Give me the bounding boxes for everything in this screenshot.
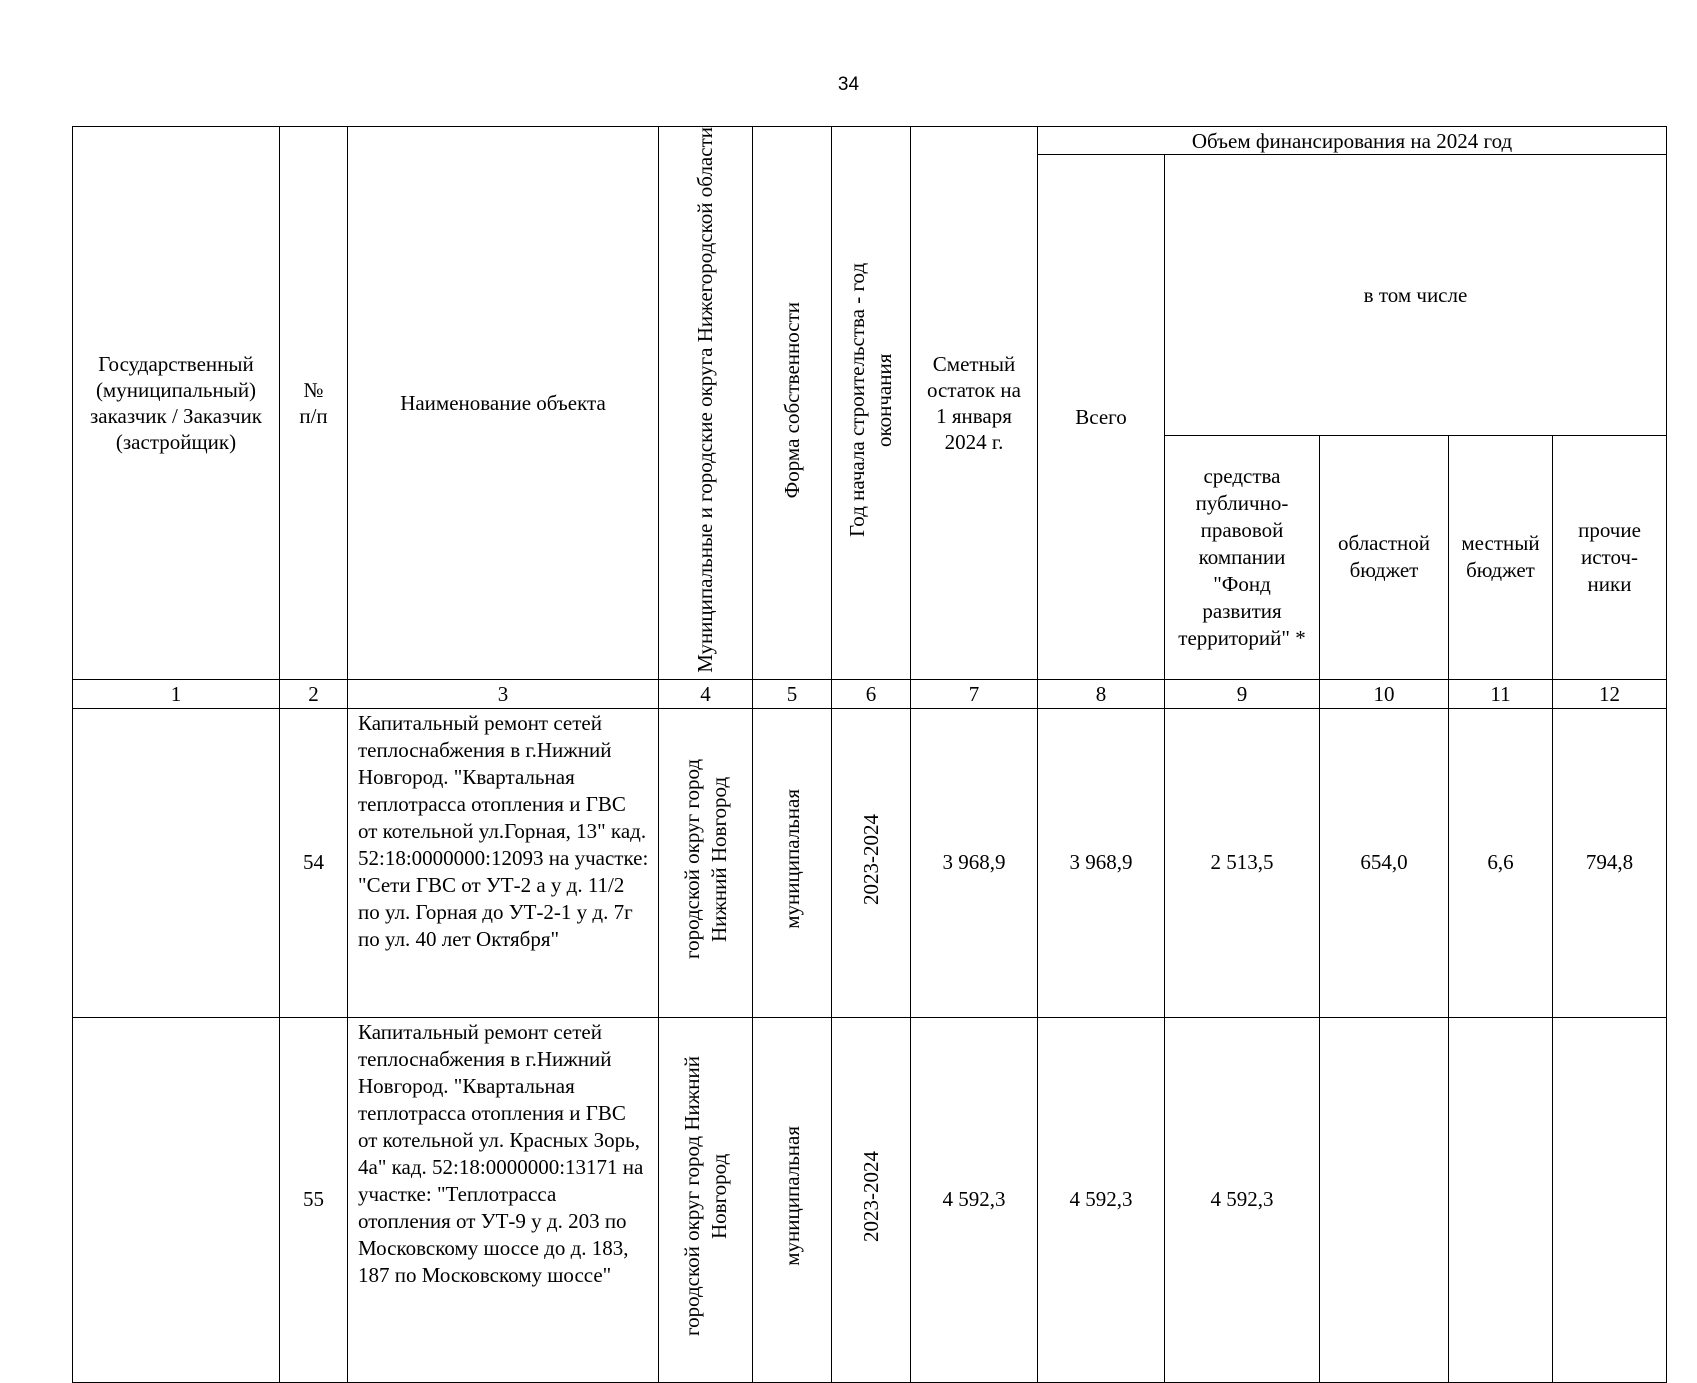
municipality-text: городской округ город Нижний Новгород bbox=[679, 1056, 731, 1337]
cell-ownership bbox=[753, 708, 832, 1017]
cell-municipality bbox=[659, 708, 753, 1017]
financing-table bbox=[72, 126, 1667, 1383]
header-estimate-balance: Сметный остаток на 1 января 2024 г. bbox=[911, 127, 1038, 680]
cell-number: 54 bbox=[280, 708, 348, 1017]
header-years-text: Год начала строительства - год окончания bbox=[845, 262, 896, 537]
cell-fund: 4 592,3 bbox=[1165, 1017, 1320, 1382]
header-total: Всего bbox=[1038, 155, 1165, 680]
header-ownership-text: Форма собственности bbox=[779, 301, 804, 499]
column-number: 2 bbox=[280, 679, 348, 708]
column-number: 3 bbox=[348, 679, 659, 708]
header-fund: средства публично-правовой компании "Фонд развития территорий" * bbox=[1165, 435, 1320, 679]
header-number: № п/п bbox=[280, 127, 348, 680]
cell-total: 4 592,3 bbox=[1038, 1017, 1165, 1382]
header-including-group: в том числе bbox=[1165, 155, 1667, 436]
column-numbers-row bbox=[73, 679, 1667, 708]
header-municipality-text: Муниципальные и городские округа Нижегородской области bbox=[693, 127, 717, 673]
header-regional: областной бюджет bbox=[1320, 435, 1449, 679]
header-customer: Государственный (муниципальный) заказчик / Заказчик (застройщик) bbox=[73, 127, 280, 680]
column-number: 6 bbox=[832, 679, 911, 708]
ownership-text: муниципальная bbox=[779, 1126, 804, 1267]
object-name-text: Капитальный ремонт сетей теплоснабжения в г.Нижний Новгород. "Квартальная теплотрасса отопления и ГВС от котельной ул.Горная, 13" кад. 52:18:0000000:12093 на участке: "Сети ГВС от УТ-2 а у д. 11/2 по ул. Горная до УТ-2-1 у д. 7г по ул. 40 лет Октября" bbox=[358, 710, 649, 951]
cell-number: 55 bbox=[280, 1017, 348, 1382]
column-number: 8 bbox=[1038, 679, 1165, 708]
object-name-text: Капитальный ремонт сетей теплоснабжения в г.Нижний Новгород. "Квартальная теплотрасса отопления и ГВС от котельной ул. Красных Зорь, 4а" кад. 52:18:0000000:13171 на участке: "Теплотрасса отопления от УТ-9 у д. 203 по Московскому шоссе до д. 183, 187 по Московскому шоссе" bbox=[358, 1019, 644, 1287]
header-local: местный бюджет bbox=[1449, 435, 1553, 679]
column-number: 7 bbox=[911, 679, 1038, 708]
years-text: 2023-2024 bbox=[858, 813, 883, 905]
table-row bbox=[73, 708, 1667, 1017]
column-number: 12 bbox=[1553, 679, 1667, 708]
cell-total: 3 968,9 bbox=[1038, 708, 1165, 1017]
column-number: 9 bbox=[1165, 679, 1320, 708]
column-number: 5 bbox=[753, 679, 832, 708]
years-text: 2023-2024 bbox=[858, 1150, 883, 1242]
page-number: 34 bbox=[837, 74, 860, 95]
ownership-text: муниципальная bbox=[779, 789, 804, 930]
header-row-top bbox=[73, 127, 1667, 155]
header-other: прочие источ-ники bbox=[1553, 435, 1667, 679]
column-number: 11 bbox=[1449, 679, 1553, 708]
header-financing-group: Объем финансирования на 2024 год bbox=[1038, 127, 1667, 155]
column-number: 10 bbox=[1320, 679, 1449, 708]
header-years bbox=[832, 127, 911, 680]
cell-estimate-balance: 3 968,9 bbox=[911, 708, 1038, 1017]
header-municipality bbox=[659, 127, 753, 680]
header-object-name: Наименование объекта bbox=[348, 127, 659, 680]
column-number: 4 bbox=[659, 679, 753, 708]
cell-local: 6,6 bbox=[1449, 708, 1553, 1017]
cell-fund: 2 513,5 bbox=[1165, 708, 1320, 1017]
cell-customer bbox=[73, 708, 280, 1017]
municipality-text: городской округ город Нижний Новгород bbox=[679, 759, 731, 960]
cell-other: 794,8 bbox=[1553, 708, 1667, 1017]
cell-object-name bbox=[348, 708, 659, 1017]
cell-regional: 654,0 bbox=[1320, 708, 1449, 1017]
cell-years bbox=[832, 708, 911, 1017]
cell-estimate-balance: 4 592,3 bbox=[911, 1017, 1038, 1382]
column-number: 1 bbox=[73, 679, 280, 708]
header-ownership bbox=[753, 127, 832, 680]
